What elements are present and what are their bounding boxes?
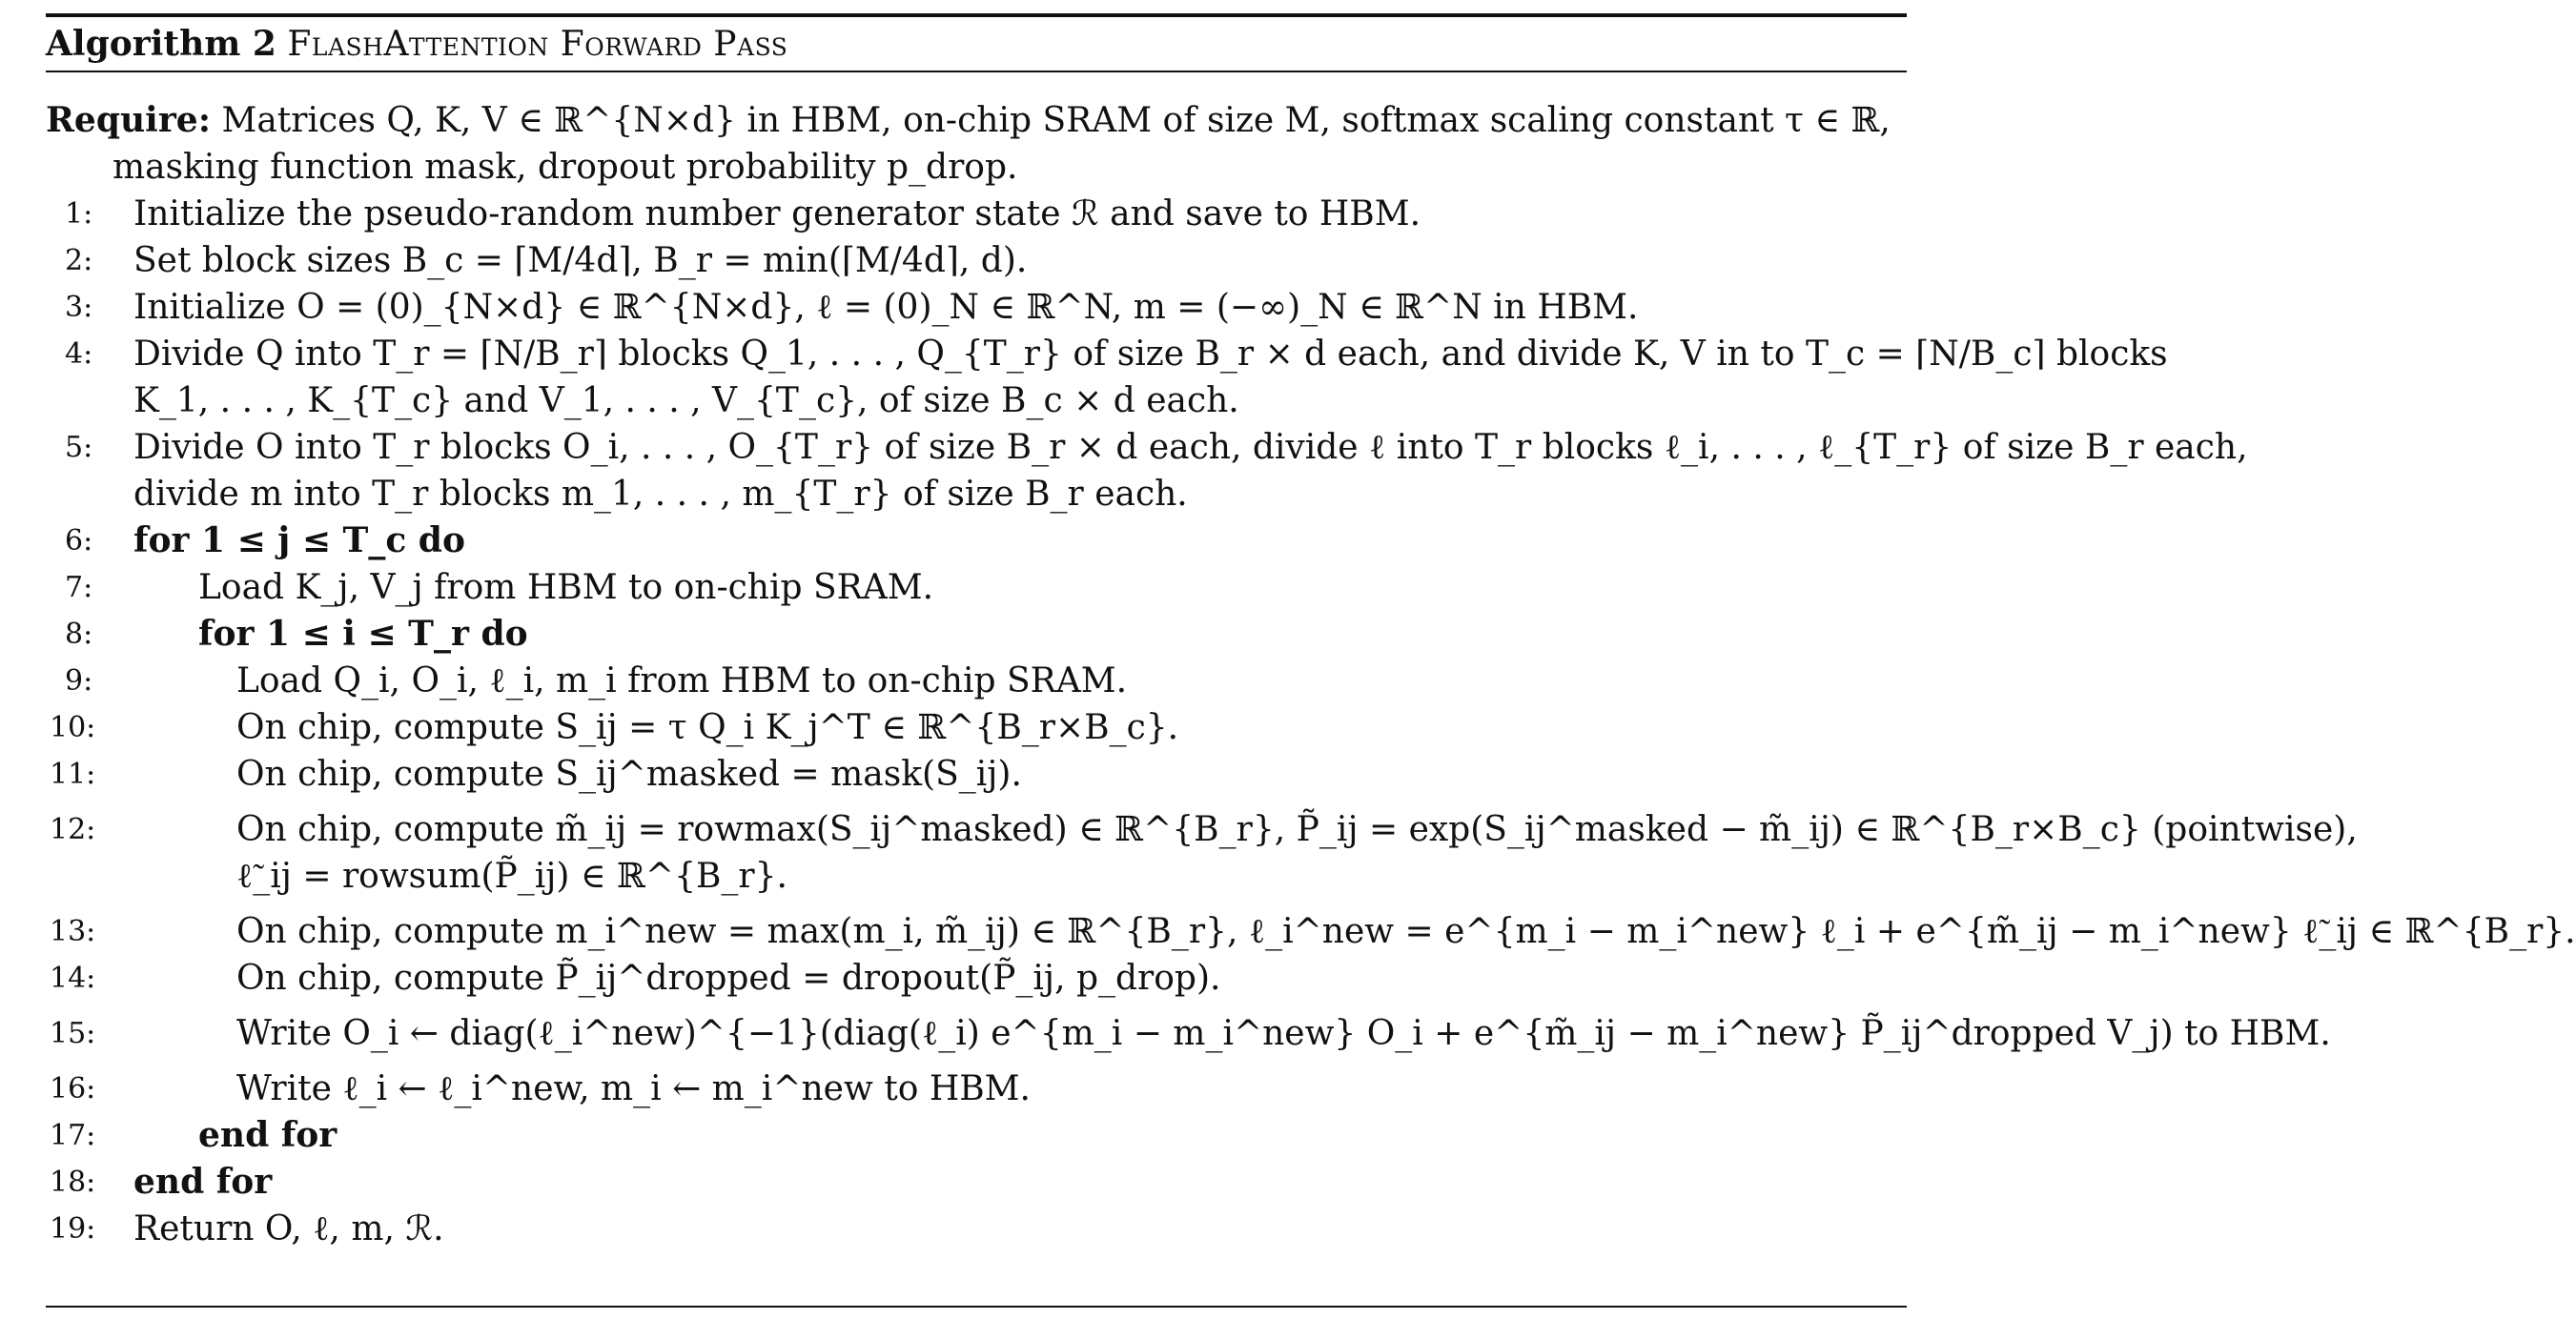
line-number: 14: bbox=[50, 962, 96, 995]
title-rule bbox=[46, 71, 1907, 72]
require-label: Require: bbox=[46, 100, 212, 140]
bottom-rule bbox=[46, 1306, 1907, 1308]
line-text: divide m into T_r blocks m_1, . . . , m_{T_r} of size B_r each. bbox=[133, 475, 1188, 514]
algorithm-line bbox=[46, 1010, 2331, 1065]
algorithm-lines bbox=[46, 191, 2576, 1252]
line-text: Load K_j, V_j from HBM to on-chip SRAM. bbox=[198, 568, 934, 607]
line-text: Initialize the pseudo-random number generator state ℛ and save to HBM. bbox=[133, 194, 1421, 233]
line-text: for 1 ≤ i ≤ T_r do bbox=[198, 614, 528, 654]
algorithm-line bbox=[46, 517, 1907, 564]
require-text-cont: masking function mask, dropout probability p_drop. bbox=[112, 148, 1018, 187]
line-text: Initialize O = (0)_{N×d} ∈ ℝ^{N×d}, ℓ = (0)_N ∈ ℝ^N, m = (−∞)_N ∈ ℝ^N in HBM. bbox=[133, 288, 1639, 327]
algorithm-line bbox=[46, 611, 1907, 658]
line-number: 3: bbox=[65, 291, 93, 324]
line-text: Load Q_i, O_i, ℓ_i, m_i from HBM to on-chip SRAM. bbox=[236, 661, 1128, 700]
line-number: 5: bbox=[65, 431, 93, 464]
algorithm-line bbox=[46, 751, 1907, 806]
line-text: Return O, ℓ, m, ℛ. bbox=[133, 1209, 444, 1248]
algorithm-line bbox=[46, 1065, 1907, 1112]
line-text: Divide O into T_r blocks O_i, . . . , O_{T_r} of size B_r × d each, divide ℓ into T_r blocks ℓ_i, . . . , ℓ_{T_r} of size B_r each, bbox=[133, 428, 2248, 467]
algorithm-line bbox=[46, 1159, 1907, 1206]
line-number: 6: bbox=[65, 524, 93, 558]
line-number: 18: bbox=[50, 1166, 96, 1199]
line-number: 4: bbox=[65, 337, 93, 371]
line-text: ℓ̃_ij = rowsum(P̃_ij) ∈ ℝ^{B_r}. bbox=[236, 857, 787, 896]
line-number: 11: bbox=[50, 758, 96, 791]
line-text: On chip, compute m_i^new = max(m_i, m̃_ij) ∈ ℝ^{B_r}, ℓ_i^new = e^{m_i − m_i^new} ℓ_i + e^{m̃_ij − m_i^new} ℓ̃_ij ∈ ℝ^{B_r}. bbox=[236, 912, 2576, 951]
line-text: Set block sizes B_c = ⌈M/4d⌉, B_r = min(⌈M/4d⌉, d). bbox=[133, 241, 1028, 280]
algorithm-line bbox=[46, 853, 1907, 908]
line-number: 13: bbox=[50, 915, 96, 948]
algorithm-line bbox=[46, 564, 1907, 611]
line-text: K_1, . . . , K_{T_c} and V_1, . . . , V_{T_c}, of size B_c × d each. bbox=[133, 381, 1239, 420]
algorithm-block bbox=[46, 13, 2576, 1252]
line-number: 8: bbox=[65, 618, 93, 651]
algorithm-line bbox=[46, 955, 1907, 1010]
algorithm-line bbox=[46, 908, 2576, 955]
line-number: 15: bbox=[50, 1017, 96, 1050]
line-number: 17: bbox=[50, 1119, 96, 1152]
line-text: Write O_i ← diag(ℓ_i^new)^{−1}(diag(ℓ_i) e^{m_i − m_i^new} O_i + e^{m̃_ij − m_i^new} P̃_ij^dropped V_j) to HBM. bbox=[236, 1014, 2331, 1053]
line-number: 10: bbox=[50, 711, 96, 744]
require-text: Matrices Q, K, V ∈ ℝ^{N×d} in HBM, on-chip SRAM of size M, softmax scaling constant τ ∈ ℝ, bbox=[221, 101, 1891, 140]
algorithm-line bbox=[46, 191, 1907, 237]
algorithm-line bbox=[46, 704, 1907, 751]
line-text: Divide Q into T_r = ⌈N/B_r⌉ blocks Q_1, . . . , Q_{T_r} of size B_r × d each, and divide K, V in to T_c = ⌈N/B_c⌉ blocks bbox=[133, 335, 2168, 374]
algorithm-line bbox=[46, 377, 1907, 424]
algorithm-line bbox=[46, 237, 1907, 284]
algorithm-line bbox=[46, 284, 1907, 331]
require-line bbox=[46, 97, 1907, 144]
algorithm-line bbox=[46, 424, 2248, 471]
algorithm-line bbox=[46, 1206, 1907, 1252]
line-text: On chip, compute S_ij^masked = mask(S_ij). bbox=[236, 755, 1022, 794]
line-number: 1: bbox=[65, 197, 93, 231]
line-number: 16: bbox=[50, 1072, 96, 1106]
line-number: 19: bbox=[50, 1212, 96, 1246]
algorithm-line bbox=[46, 658, 1907, 704]
algorithm-line bbox=[46, 331, 2168, 377]
line-text: On chip, compute S_ij = τ Q_i K_j^T ∈ ℝ^{B_r×B_c}. bbox=[236, 708, 1179, 747]
line-number: 7: bbox=[65, 571, 93, 604]
algorithm-label: Algorithm 2 bbox=[46, 24, 276, 64]
require-line-cont bbox=[46, 144, 1907, 191]
algorithm-line bbox=[46, 1112, 1907, 1159]
algorithm-line bbox=[46, 471, 1907, 517]
line-text: end for bbox=[198, 1115, 337, 1155]
line-number: 9: bbox=[65, 664, 93, 698]
line-text: end for bbox=[133, 1162, 273, 1202]
line-text: On chip, compute m̃_ij = rowmax(S_ij^masked) ∈ ℝ^{B_r}, P̃_ij = exp(S_ij^masked − m̃_ij) ∈ ℝ^{B_r×B_c} (pointwise), bbox=[236, 810, 2358, 849]
algorithm-line bbox=[46, 806, 2358, 853]
line-text: for 1 ≤ j ≤ T_c do bbox=[133, 520, 465, 560]
line-text: Write ℓ_i ← ℓ_i^new, m_i ← m_i^new to HBM. bbox=[236, 1069, 1031, 1108]
algorithm-name: FlashAttention Forward Pass bbox=[287, 25, 788, 64]
line-text: On chip, compute P̃_ij^dropped = dropout(P̃_ij, p_drop). bbox=[236, 959, 1221, 998]
algorithm-title bbox=[46, 17, 1907, 71]
line-number: 12: bbox=[50, 813, 96, 846]
line-number: 2: bbox=[65, 244, 93, 277]
